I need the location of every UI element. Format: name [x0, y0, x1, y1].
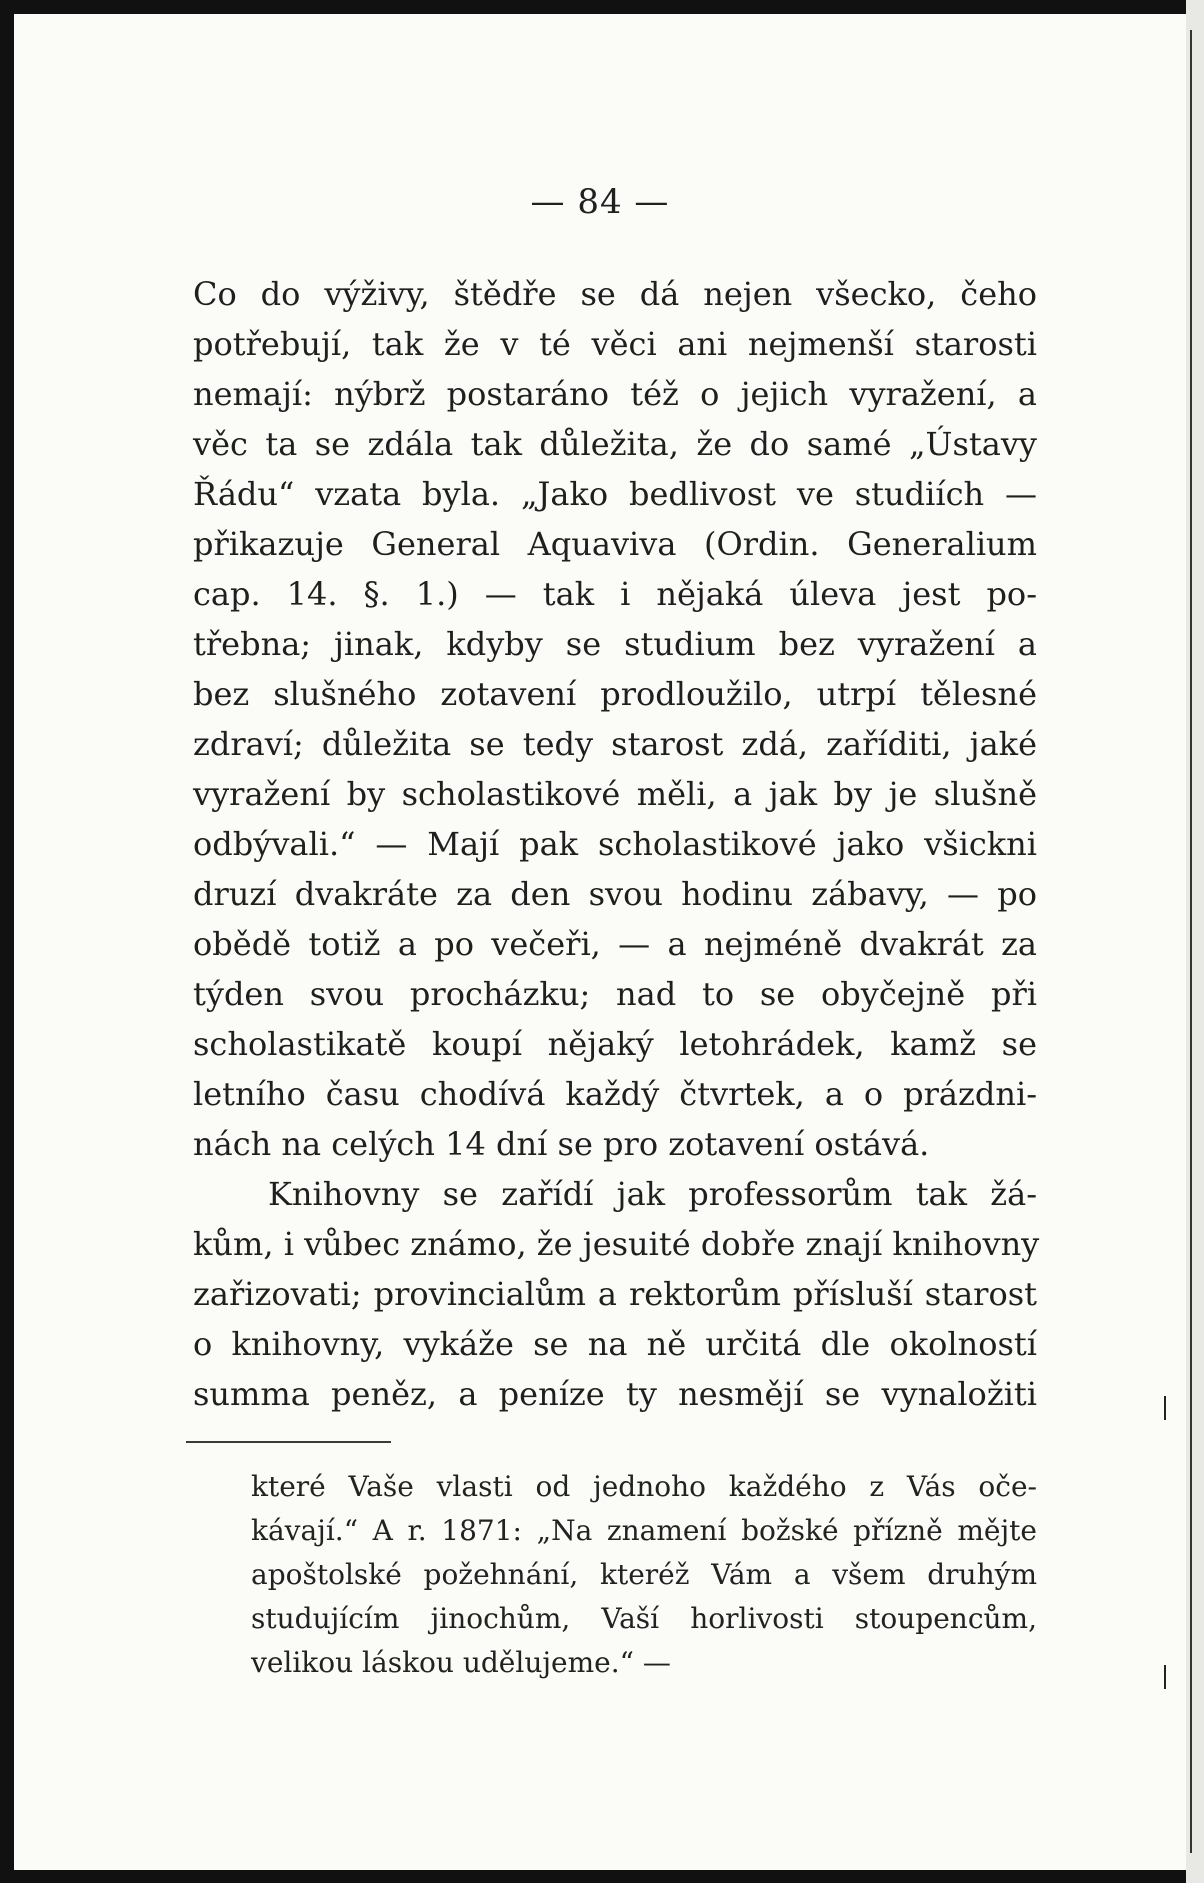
text-line: kům, i vůbec známo, že jesuité dobře znají knihovny — [193, 1225, 1040, 1263]
text-line: cap. 14. §. 1.) — tak i nějaká úleva jest po- — [193, 575, 1037, 613]
text-line: třebna; jinak, kdyby se studium bez vyražení a — [193, 625, 1037, 663]
text-line: Knihovny se zařídí jak professorům tak žá- — [268, 1175, 1037, 1213]
footnote-line: apoštolské požehnání, kteréž Vám a všem druhým — [251, 1558, 1037, 1591]
text-line: vyražení by scholastikové měli, a jak by je slušně — [193, 775, 1037, 813]
footnote-line: které Vaše vlasti od jednoho každého z Vás oče- — [251, 1470, 1037, 1503]
text-line: zařizovati; provincialům a rektorům přísluší starost — [193, 1275, 1037, 1313]
text-line: obědě totiž a po večeři, — a nejméně dvakrát za — [193, 925, 1037, 963]
footnote-line: kávají.“ A r. 1871: „Na znamení božské přízně mějte — [251, 1514, 1037, 1547]
text-line: letního času chodívá každý čtvrtek, a o prázdni- — [193, 1075, 1037, 1113]
text-line: nemají: nýbrž postaráno též o jejich vyražení, a — [193, 375, 1037, 413]
book-page — [14, 14, 1186, 1870]
text-line: týden svou procházku; nad to se obyčejně při — [193, 975, 1037, 1013]
text-line: scholastikatě koupí nějaký letohrádek, kamž se — [193, 1025, 1037, 1063]
text-line: bez slušného zotavení prodloužilo, utrpí tělesné — [193, 675, 1037, 713]
footnote-rule — [186, 1441, 391, 1443]
text-line: druzí dvakráte za den svou hodinu zábavy, — po — [193, 875, 1037, 913]
page-number: — 84 — — [530, 182, 670, 222]
page-edge — [1186, 0, 1204, 1883]
binding-mark — [1164, 1665, 1180, 1689]
text-line: o knihovny, vykáže se na ně určitá dle okolností — [193, 1325, 1037, 1363]
text-line: odbývali.“ — Mají pak scholastikové jako všickni — [193, 825, 1037, 863]
text-line: Co do výživy, štědře se dá nejen všecko, čeho — [193, 275, 1037, 313]
text-line: Řádu“ vzata byla. „Jako bedlivost ve studiích — — [193, 475, 1037, 513]
text-line: věc ta se zdála tak důležita, že do samé „Ústavy — [193, 425, 1037, 463]
binding-mark — [1164, 1396, 1180, 1420]
text-line: přikazuje General Aquaviva (Ordin. Generalium — [193, 525, 1037, 563]
text-line: potřebují, tak že v té věci ani nejmenší starosti — [193, 325, 1037, 363]
text-line: summa peněz, a peníze ty nesmějí se vynaložiti — [193, 1375, 1037, 1413]
footnote-line: velikou láskou udělujeme.“ — — [251, 1646, 671, 1679]
text-line: zdraví; důležita se tedy starost zdá, zaříditi, jaké — [193, 725, 1037, 763]
text-line: nách na celých 14 dní se pro zotavení ostává. — [193, 1125, 930, 1163]
footnote-line: studujícím jinochům, Vaší horlivosti stoupencům, — [251, 1602, 1037, 1635]
